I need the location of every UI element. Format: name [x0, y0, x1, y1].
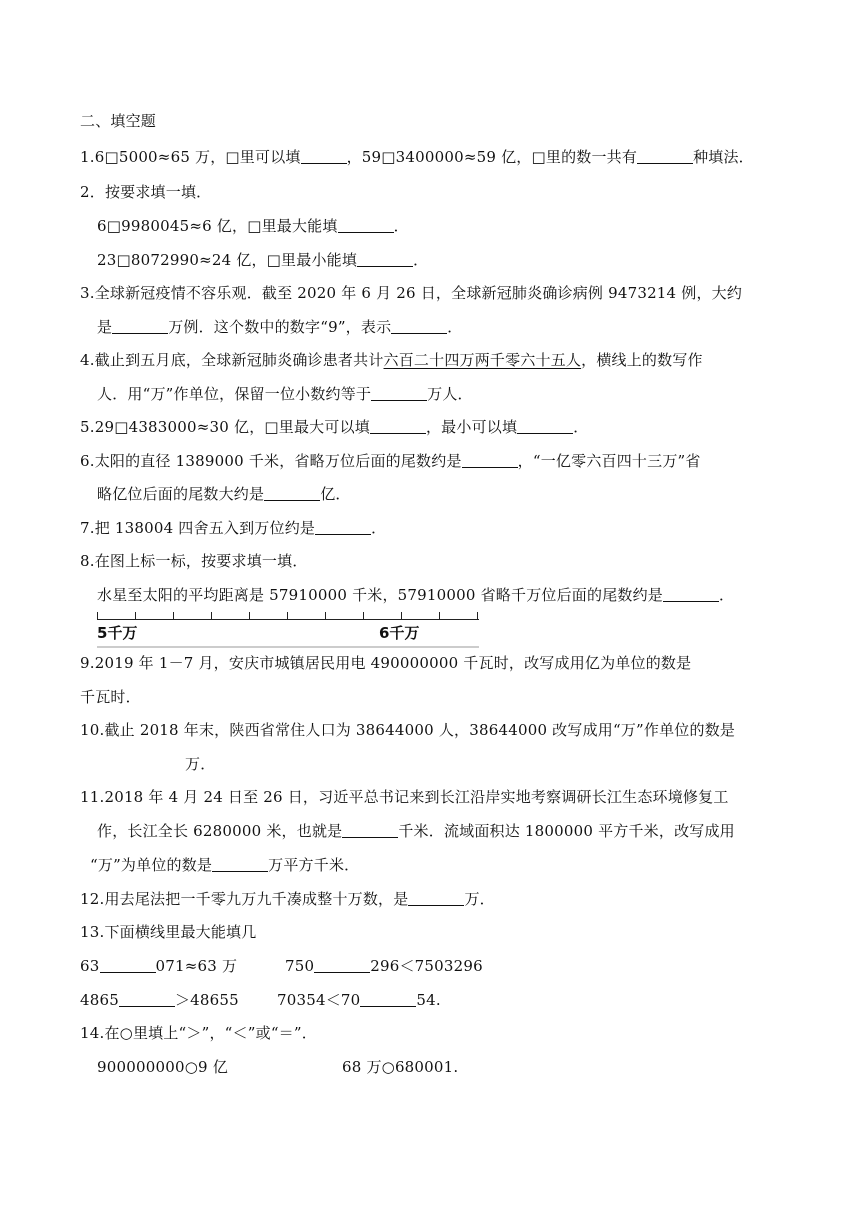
answer-blank[interactable]: [370, 419, 426, 434]
question-9-line-1: 9.2019 年 1－7 月，安庆市城镇居民用电 490000000 千瓦时，改写成用亿为单位的数是: [80, 654, 692, 672]
number-line-tick: [325, 612, 326, 620]
answer-blank[interactable]: [357, 252, 413, 267]
question-12: 12.用去尾法把一千零九万九千凑成整十万数，是 万．: [80, 890, 495, 908]
question-13-title: 13.下面横线里最大能填几: [80, 923, 257, 941]
number-line-tick: [287, 612, 288, 620]
question-2-title: 2．按要求填一填．: [80, 183, 212, 201]
number-line-tick: [401, 612, 402, 620]
answer-blank[interactable]: [100, 958, 156, 973]
question-3-line-2: 是 万例．这个数中的数字“9”，表示 ．: [97, 318, 463, 336]
question-4-line-1: 4.截止到五月底，全球新冠肺炎确诊患者共计六百二十四万两千零六十五人，横线上的数写作: [80, 351, 703, 369]
number-line-axis: [97, 619, 479, 620]
answer-blank[interactable]: [212, 857, 268, 872]
answer-blank[interactable]: [342, 823, 398, 838]
question-6-line-2: 略亿位后面的尾数大约是 亿．: [97, 485, 351, 503]
number-line-tick: [211, 612, 212, 620]
question-8-line-1: 水星至太阳的平均距离是 57910000 千米，57910000 省略千万位后面的尾数约是 ．: [97, 586, 735, 604]
number-line[interactable]: [97, 610, 479, 654]
question-2-line-1: 6□9980045≈6 亿，□里最大能填 ．: [97, 217, 409, 235]
answer-blank[interactable]: [338, 218, 394, 233]
number-line-tick: [439, 612, 440, 620]
answer-blank[interactable]: [119, 992, 175, 1007]
question-7: 7.把 138004 四舍五入到万位约是 ．: [80, 519, 387, 537]
answer-blank[interactable]: [112, 319, 168, 334]
number-line-right-label: 6千万: [379, 624, 420, 642]
number-line-tick: [477, 612, 478, 620]
answer-blank[interactable]: [371, 386, 427, 401]
answer-blank[interactable]: [360, 992, 416, 1007]
answer-blank[interactable]: [301, 149, 347, 164]
answer-blank[interactable]: [462, 453, 518, 468]
question-11-line-2: 作，长江全长 6280000 米，也就是 千米．流域面积达 1800000 平方千米，改写成用: [97, 822, 735, 840]
question-5: 5.29□4383000≈30 亿，□里最大可以填 ，最小可以填 ．: [80, 418, 589, 436]
number-line-tick: [97, 612, 98, 620]
answer-blank[interactable]: [315, 520, 371, 535]
number-line-tick: [135, 612, 136, 620]
number-line-tick: [249, 612, 250, 620]
answer-blank[interactable]: [391, 319, 447, 334]
question-14-item-2: 68 万○680001.: [342, 1058, 459, 1076]
answer-blank[interactable]: [637, 149, 693, 164]
answer-blank[interactable]: [314, 958, 370, 973]
question-14-title: 14.在○里填上“＞”，“＜”或“＝”．: [80, 1024, 317, 1042]
question-3-line-1: 3.全球新冠疫情不容乐观．截至 2020 年 6 月 26 日，全球新冠肺炎确诊病例 9473214 例，大约: [80, 284, 743, 302]
answer-blank[interactable]: [517, 419, 573, 434]
number-line-tick: [363, 612, 364, 620]
section-title: 二、填空题: [80, 112, 157, 130]
question-11-line-3: “万”为单位的数是 万平方千米．: [90, 856, 360, 874]
underlined-number-words: 六百二十四万两千零六十五人: [383, 351, 582, 369]
question-10-line-2: 万．: [185, 755, 216, 773]
question-10-line-1: 10.截止 2018 年末，陕西省常住人口为 38644000 人，38644000 改写成用“万”作单位的数是: [80, 721, 736, 739]
question-9-line-2: 千瓦时．: [80, 688, 141, 706]
question-13-item-1: 63 071≈63 万: [80, 957, 238, 975]
question-4-line-2: 人．用“万”作单位，保留一位小数约等于 万人．: [97, 385, 473, 403]
number-line-tick: [173, 612, 174, 620]
question-2-line-2: 23□8072990≈24 亿，□里最小能填 ．: [97, 251, 429, 269]
question-13-item-3: 4865 ＞48655: [80, 991, 239, 1009]
question-8-title: 8.在图上标一标，按要求填一填．: [80, 552, 308, 570]
question-1: 1.6□5000≈65 万，□里可以填 ，59□3400000≈59 亿，□里的数一共有 种填法．: [80, 148, 754, 166]
question-11-line-1: 11.2018 年 4 月 24 日至 26 日，习近平总书记来到长江沿岸实地考察调研长江生态环境修复工: [80, 788, 729, 806]
question-14-item-1: 900000000○9 亿: [97, 1058, 228, 1076]
number-line-left-label: 5千万: [97, 624, 138, 642]
question-13-item-4: 70354＜70 54.: [277, 991, 441, 1009]
answer-blank[interactable]: [264, 486, 320, 501]
question-6-line-1: 6.太阳的直径 1389000 千米，省略万位后面的尾数约是 ，“一亿零六百四十三万”省: [80, 452, 701, 470]
question-13-item-2: 750 296＜7503296: [285, 957, 483, 975]
number-line-underbar: [97, 646, 479, 648]
answer-blank[interactable]: [663, 587, 719, 602]
answer-blank[interactable]: [408, 891, 464, 906]
